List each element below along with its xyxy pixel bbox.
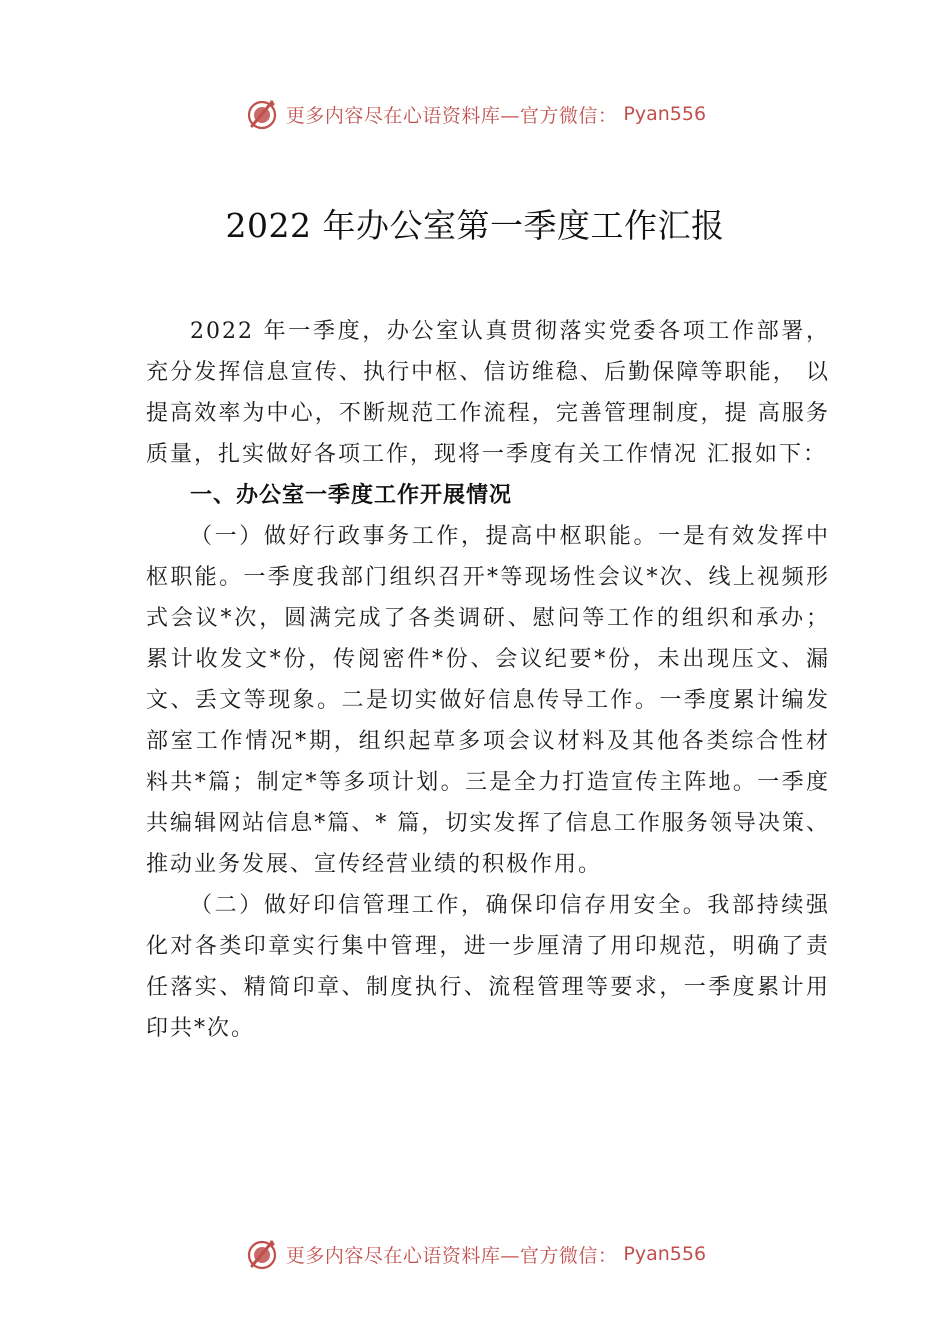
pen-circle-icon [244,1236,280,1272]
paragraph-admin-affairs: （一）做好行政事务工作，提高中枢职能。一是有效发挥中枢职能。一季度我部门组织召开*等现场性会议*次、线上视频形式会议*次，圆满完成了各类调研、慰问等工作的组织和承办；累计收发文*份，传阅密件*份、会议纪要*份，未出现压文、漏文、丢文等现象。二是切实做好信息传导工作。一季度累计编发部室工作情况*期，组织起草多项会议材料及其他各类综合性材料共*篇；制定*等多项计划。三是全力打造宣传主阵地。一季度共编辑网站信息*篇、* 篇，切实发挥了信息工作服务领导决策、推动业务发展、宣传经营业绩的积极作用。 [146,524,830,877]
watermark-wechat-id: Pyan556 [623,1243,707,1265]
section-heading-1: 一、办公室一季度工作开展情况 [190,483,513,508]
watermark-text: 更多内容尽在心语资料库—官方微信： [285,104,618,127]
footer-watermark [0,1234,950,1274]
intro-paragraph: 2022 年一季度，办公室认真贯彻落实党委各项工作部署，充分发挥信息宣传、执行中枢、信访维稳、后勤保障等职能， 以提高效率为中心，不断规范工作流程，完善管理制度，提 高服务质量，扎实做好各项工作，现将一季度有关工作情况 汇报如下： [146,319,830,467]
document-body [146,311,830,1049]
document-title: 2022 年办公室第一季度工作汇报 [225,206,725,245]
watermark-wechat-id: Pyan556 [623,103,707,125]
paragraph-seal-management: （二）做好印信管理工作，确保印信存用安全。我部持续强化对各类印章实行集中管理，进一步厘清了用印规范，明确了责任落实、精简印章、制度执行、流程管理等要求，一季度累计用印共*次。 [146,893,830,1041]
watermark-text: 更多内容尽在心语资料库—官方微信： [285,1244,618,1267]
header-watermark [0,94,950,134]
pen-circle-icon [244,96,280,132]
